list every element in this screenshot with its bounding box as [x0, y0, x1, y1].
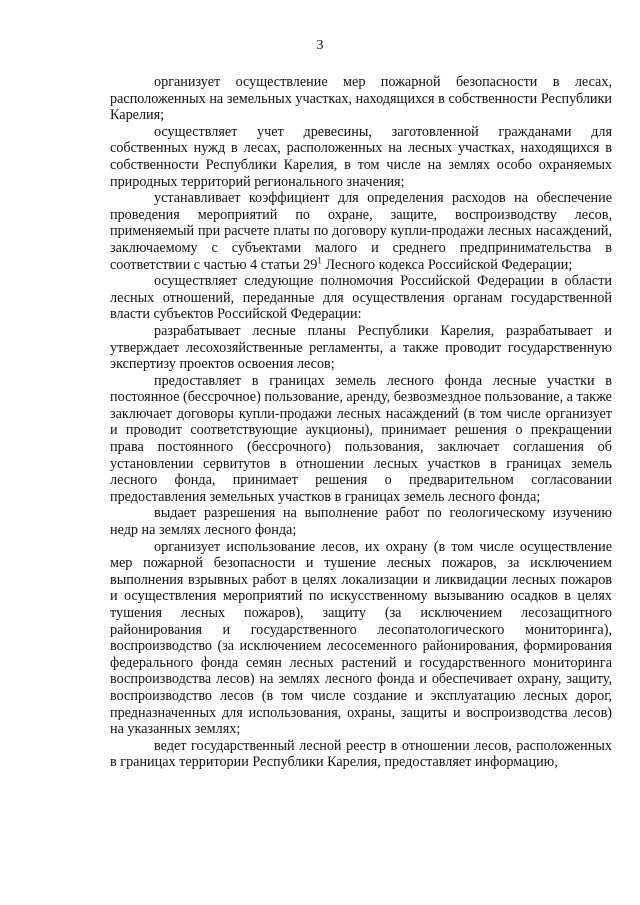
- page-number: 3: [316, 38, 324, 53]
- paragraph-forest-registry: ведет государственный лесной реестр в отношении лесов, расположенных в границах территории Республики Карелия, предоставляет информацию,: [110, 737, 612, 771]
- paragraph-federal-powers: осуществляет следующие полномочия Российской Федерации в области лесных отношений, переданные для осуществления органам государственной власти субъектов Российской Федерации:: [110, 273, 612, 323]
- paragraph-forest-plans: разрабатывает лесные планы Республики Карелия, разрабатывает и утверждает лесохозяйственные регламенты, а также проводит государственную экспертизу проектов освоения лесов;: [110, 322, 612, 373]
- article-superscript: 1: [317, 254, 322, 265]
- paragraph-cost-coefficient: [110, 190, 612, 273]
- paragraph-land-plots: предоставляет в границах земель лесного фонда лесные участки в постоянное (бессрочное) пользование, аренду, безвозмездное пользование, а также заключает договоры купли-продажи лесных насаждений (в том числе организует и проводит соответствующие аукционы), принимает решения о прекращении права постоянного (бессрочного) пользования, заключает соглашения об установлении сервитутов в отношении лесных участков в границах земель лесного фонда, принимает решения о предварительном согласовании предоставления земельных участков в границах земель лесного фонда;: [110, 372, 612, 505]
- paragraph-timber-accounting: осуществляет учет древесины, заготовленной гражданами для собственных нужд в лесах, расположенных на лесных участках, находящихся в собственности Республики Карелия, в том числе на землях особо охраняемых природных территорий регионального значения;: [110, 123, 612, 190]
- paragraph-geology-permits: выдает разрешения на выполнение работ по геологическому изучению недр на землях лесного фонда;: [110, 505, 612, 539]
- paragraph-cost-coefficient-text: устанавливает коэффициент для определения расходов на обеспечение проведения мероприятий по охране, защите, воспроизводству лесов, применяемый при расчете платы по договору купли-продажи лесных насаждений, заключаемому с субъектами малого и среднего предпринимательства в соответствии с частью 4 статьи 29: [110, 190, 612, 273]
- document-body: [110, 74, 612, 771]
- paragraph-cost-coefficient-tail: Лесного кодекса Российской Федерации;: [321, 256, 573, 273]
- paragraph-forest-use: организует использование лесов, их охрану (в том числе осуществление мер пожарной безопасности и тушение лесных пожаров, за исключением выполнения взрывных работ в целях локализации и ликвидации лесных пожаров и осуществления мероприятий по искусственному вызыванию осадков в целях тушения лесных пожаров), защиту (за исключением лесозащитного районирования и государственного лесопатологического мониторинга), воспроизводство (за исключением лесосеменного районирования, формирования федерального фонда семян лесных растений и государственного мониторинга воспроизводства лесов) на землях лесного фонда и обеспечивает охрану, защиту, воспроизводство лесов (в том числе создание и эксплуатацию лесных дорог, предназначенных для использования, охраны, защиты и воспроизводства лесов) на указанных землях;: [110, 538, 612, 738]
- paragraph-fire-safety: организует осуществление мер пожарной безопасности в лесах, расположенных на земельных участках, находящихся в собственности Республики Карелия;: [110, 74, 612, 124]
